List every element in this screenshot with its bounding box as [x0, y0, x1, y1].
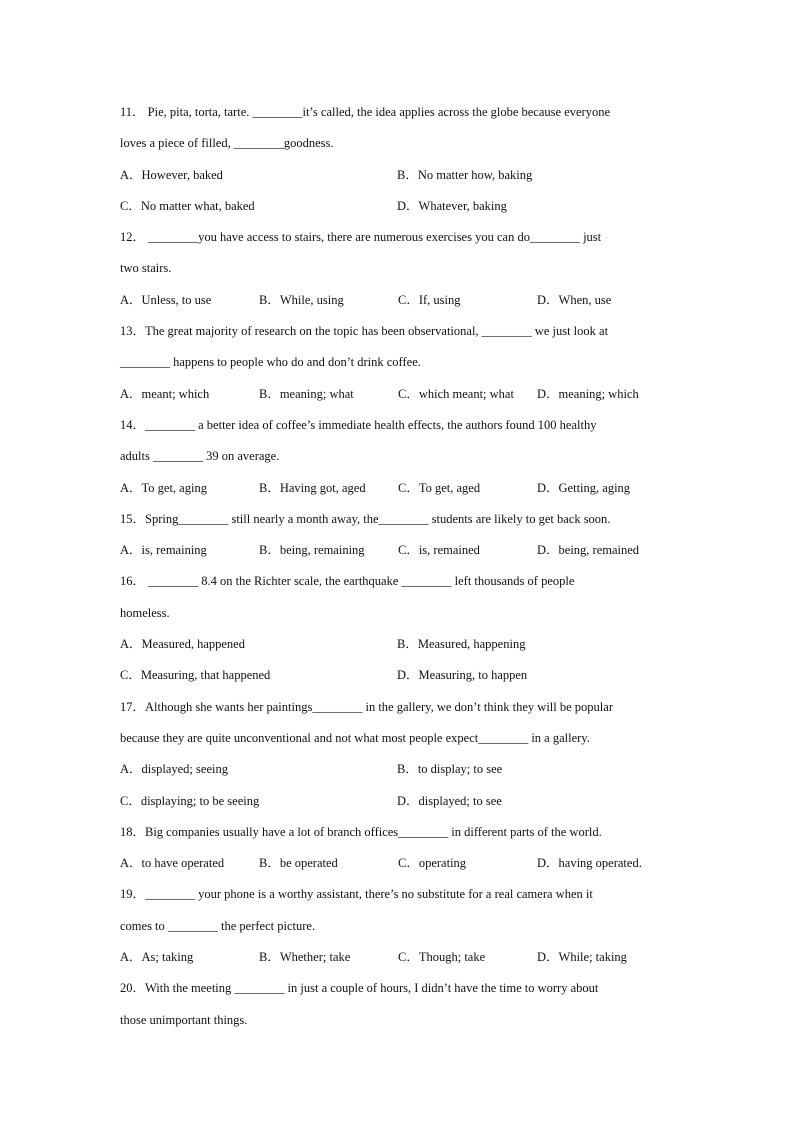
answer-option: C．is, remained	[398, 543, 480, 558]
question-text-line: 19．________ your phone is a worthy assistant, there’s no substitute for a real camera when it	[120, 887, 593, 902]
answer-option: D．Getting, aging	[537, 480, 631, 495]
answer-option: C．No matter what, baked	[120, 198, 255, 213]
answer-option: C．displaying; to be seeing	[120, 793, 260, 808]
question-text-line: 11． Pie, pita, torta, tarte. ________it’s called, the idea applies across the globe because everyone	[120, 105, 611, 119]
question-text-line: two stairs.	[120, 261, 172, 276]
question	[120, 97, 680, 222]
question	[120, 817, 680, 880]
answer-option: B．No matter how, baking	[397, 167, 533, 182]
question	[120, 692, 680, 817]
question	[120, 879, 680, 973]
answer-option: A．Unless, to use	[120, 292, 212, 307]
options-row	[120, 786, 680, 817]
question-text-line: 13．The great majority of research on the topic has been observational, ________ we just look at	[120, 324, 609, 339]
answer-option: B．While, using	[259, 292, 344, 307]
options-row	[120, 473, 680, 504]
question-text-line: comes to ________ the perfect picture.	[120, 918, 316, 933]
options-row	[120, 754, 680, 785]
question-text-line: 20．With the meeting ________ in just a couple of hours, I didn’t have the time to worry about	[120, 981, 599, 996]
question-text-line: because they are quite unconventional and not what most people expect________ in a gallery.	[120, 730, 590, 745]
question-text-line: those unimportant things.	[120, 1012, 248, 1027]
question	[120, 504, 680, 567]
question-text-line: 14．________ a better idea of coffee’s immediate health effects, the authors found 100 healthy	[120, 417, 597, 432]
answer-option: C．operating	[398, 856, 467, 871]
question-text-line: 15．Spring________ still nearly a month away, the________ students are likely to get back soon.	[120, 511, 611, 526]
question	[120, 973, 680, 1036]
answer-option: C．Measuring, that happened	[120, 668, 271, 683]
question	[120, 410, 680, 504]
answer-option: A．displayed; seeing	[120, 762, 228, 777]
answer-option: B．Having got, aged	[259, 480, 366, 495]
answer-option: D．having operated.	[537, 856, 642, 871]
options-row	[120, 191, 680, 222]
answer-option: C．To get, aged	[398, 480, 481, 495]
answer-option: B．Measured, happening	[397, 637, 526, 652]
answer-option: A．is, remaining	[120, 543, 207, 558]
options-row	[120, 848, 680, 879]
question-text-line: 16． ________ 8.4 on the Richter scale, the earthquake ________ left thousands of people	[120, 574, 575, 589]
question-text-line: loves a piece of filled, ________goodness.	[120, 136, 334, 151]
answer-option: D．displayed; to see	[397, 793, 502, 808]
answer-option: B．to display; to see	[397, 762, 503, 777]
options-row	[120, 535, 680, 566]
question-text-line: 18．Big companies usually have a lot of branch offices________ in different parts of the world.	[120, 824, 602, 839]
answer-option: C．which meant; what	[398, 386, 514, 401]
answer-option: A．Measured, happened	[120, 637, 245, 652]
answer-option: B．Whether; take	[259, 950, 351, 965]
answer-option: A．To get, aging	[120, 480, 207, 495]
question-text-line: 12． ________you have access to stairs, there are numerous exercises you can do________ just	[120, 230, 602, 245]
answer-option: B．being, remaining	[259, 543, 365, 558]
question-text-line: adults ________ 39 on average.	[120, 449, 280, 464]
answer-option: B．be operated	[259, 856, 338, 871]
answer-option: D．being, remained	[537, 543, 640, 558]
worksheet-page	[120, 97, 680, 1036]
answer-option: D．meaning; which	[537, 386, 639, 401]
options-row	[120, 660, 680, 691]
options-row	[120, 942, 680, 973]
answer-option: C．Though; take	[398, 950, 486, 965]
question-text-line: homeless.	[120, 605, 170, 620]
answer-option: A．meant; which	[120, 386, 210, 401]
options-row	[120, 379, 680, 410]
options-row	[120, 285, 680, 316]
answer-option: B．meaning; what	[259, 386, 354, 401]
answer-option: D．Measuring, to happen	[397, 668, 528, 683]
answer-option: A．As; taking	[120, 950, 194, 965]
question	[120, 316, 680, 410]
question	[120, 566, 680, 691]
answer-option: A．However, baked	[120, 167, 223, 182]
question	[120, 222, 680, 316]
answer-option: D．Whatever, baking	[397, 198, 507, 213]
answer-option: C．If, using	[398, 292, 461, 307]
answer-option: A．to have operated	[120, 856, 225, 871]
options-row	[120, 629, 680, 660]
question-text-line: 17．Although she wants her paintings________ in the gallery, we don’t think they will be popular	[120, 699, 613, 714]
answer-option: D．While; taking	[537, 950, 627, 965]
question-text-line: ________ happens to people who do and don’t drink coffee.	[120, 355, 421, 370]
answer-option: D．When, use	[537, 292, 612, 307]
options-row	[120, 160, 680, 191]
